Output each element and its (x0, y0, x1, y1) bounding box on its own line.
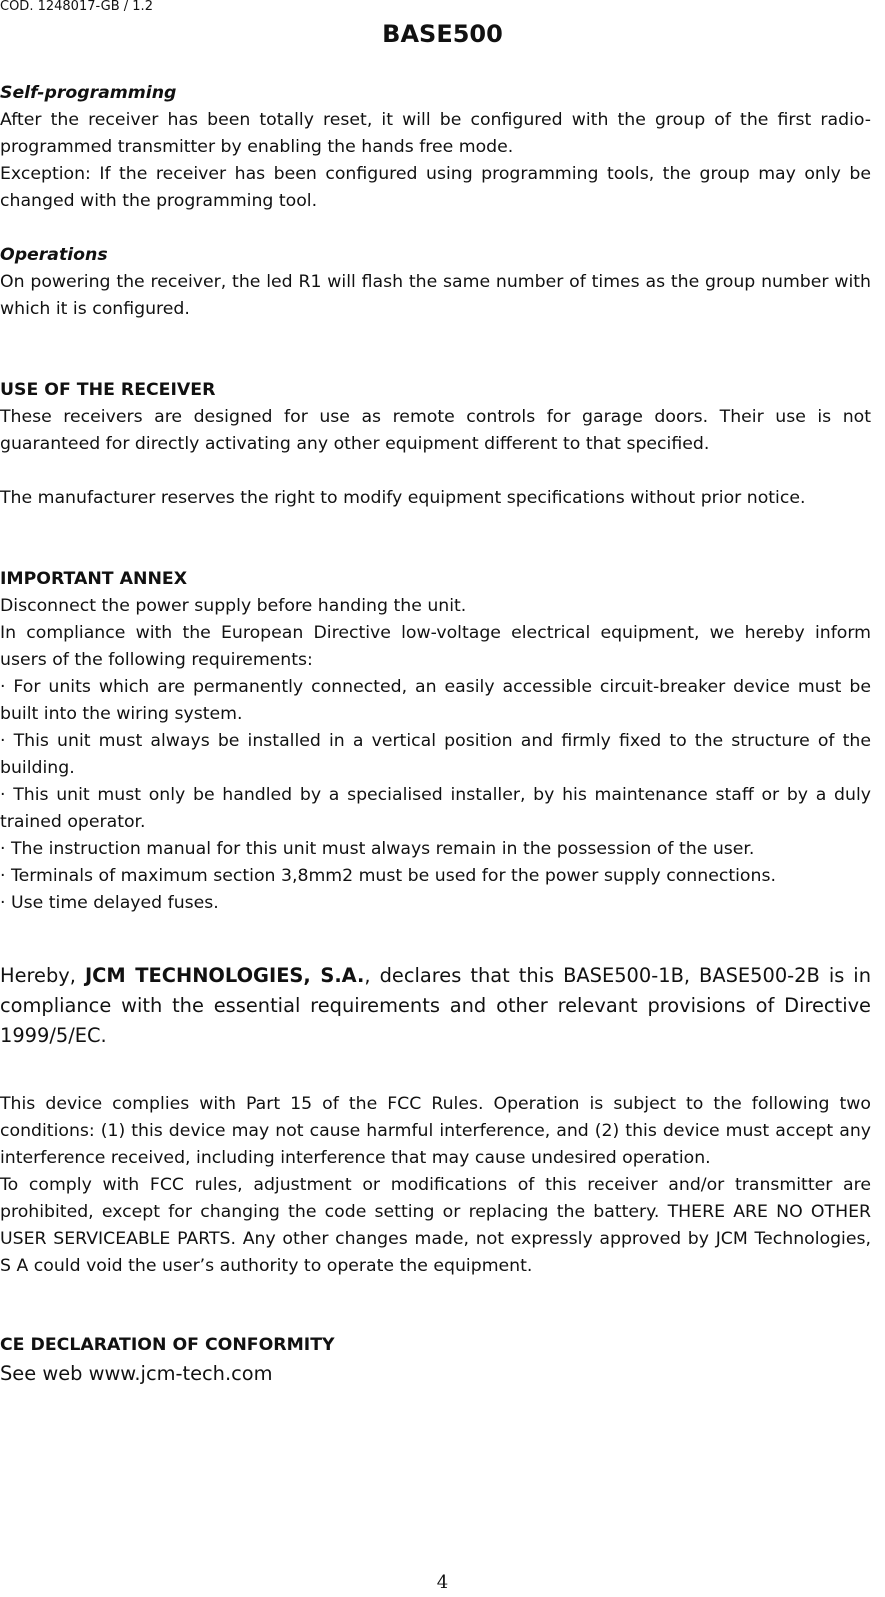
page-number: 4 (436, 1572, 449, 1593)
annex-bullet: · This unit must always be installed in a vertical position and firmly fixed to the structure of the building. (0, 731, 871, 778)
use-of-receiver-heading: USE OF THE RECEIVER (0, 380, 216, 400)
declaration-paragraph (0, 961, 871, 1051)
spacer (0, 1051, 871, 1091)
operations-heading: Operations (0, 245, 108, 265)
ce-declaration-heading: CE DECLARATION OF CONFORMITY (0, 1335, 335, 1355)
ce-declaration-link: See web www.jcm-tech.com (0, 1362, 273, 1385)
manufacturer-notice: The manufacturer reserves the right to modify equipment specifications without prior notice. (0, 488, 806, 508)
declaration-company: JCM TECHNOLOGIES, S.A. (84, 964, 365, 987)
annex-bullet: · This unit must only be handled by a specialised installer, by his maintenance staff or by a duly trained operator. (0, 785, 871, 832)
declaration-suffix: , declares that this BASE500-1B, BASE500-2B is in compliance with the essential requirements and other relevant provisions of Directive 1999/5/EC. (0, 964, 871, 1047)
important-annex-heading: IMPORTANT ANNEX (0, 569, 188, 589)
document-code: COD. 1248017-GB / 1.2 (0, 0, 153, 14)
annex-bullet: · For units which are permanently connected, an easily accessible circuit-breaker device must be built into the wiring system. (0, 677, 871, 724)
page-title: BASE500 (382, 20, 503, 48)
document-body (0, 80, 871, 1389)
declaration-prefix: Hereby, (0, 964, 85, 987)
spacer (0, 917, 871, 961)
self-programming-paragraph: After the receiver has been totally reset, it will be configured with the group of the first radio-programmed transmitter by enabling the hands free mode. (0, 110, 871, 157)
annex-bullet: · Use time delayed fuses. (0, 893, 219, 913)
spacer (0, 323, 871, 377)
spacer (0, 215, 871, 242)
fcc-paragraph: This device complies with Part 15 of the FCC Rules. Operation is subject to the following two conditions: (1) this device may not cause harmful interference, and (2) this device must accept any interference received, including interference that may cause undesired operation. (0, 1094, 871, 1168)
annex-compliance-line: In compliance with the European Directive low-voltage electrical equipment, we hereby inform users of the following requirements: (0, 623, 871, 670)
operations-paragraph: On powering the receiver, the led R1 will flash the same number of times as the group number with which it is configured. (0, 272, 871, 319)
self-programming-exception: Exception: If the receiver has been configured using programming tools, the group may only be changed with the programming tool. (0, 164, 871, 211)
spacer (0, 458, 871, 485)
fcc-modifications-paragraph: To comply with FCC rules, adjustment or modifications of this receiver and/or transmitter are prohibited, except for changing the code setting or replacing the battery. THERE ARE NO OTHER USER SERVICEABLE PARTS. Any other changes made, not expressly approved by JCM Technologies, S A could void the user’s authority to operate the equipment. (0, 1175, 871, 1276)
annex-disconnect-line: Disconnect the power supply before handing the unit. (0, 596, 467, 616)
annex-bullet: · The instruction manual for this unit must always remain in the possession of the user. (0, 839, 755, 859)
spacer (0, 1280, 871, 1332)
use-of-receiver-paragraph: These receivers are designed for use as remote controls for garage doors. Their use is not guaranteed for directly activating any other equipment different to that specified. (0, 407, 871, 454)
spacer (0, 512, 871, 566)
self-programming-heading: Self-programming (0, 83, 177, 103)
annex-bullet: · Terminals of maximum section 3,8mm2 must be used for the power supply connections. (0, 866, 776, 886)
